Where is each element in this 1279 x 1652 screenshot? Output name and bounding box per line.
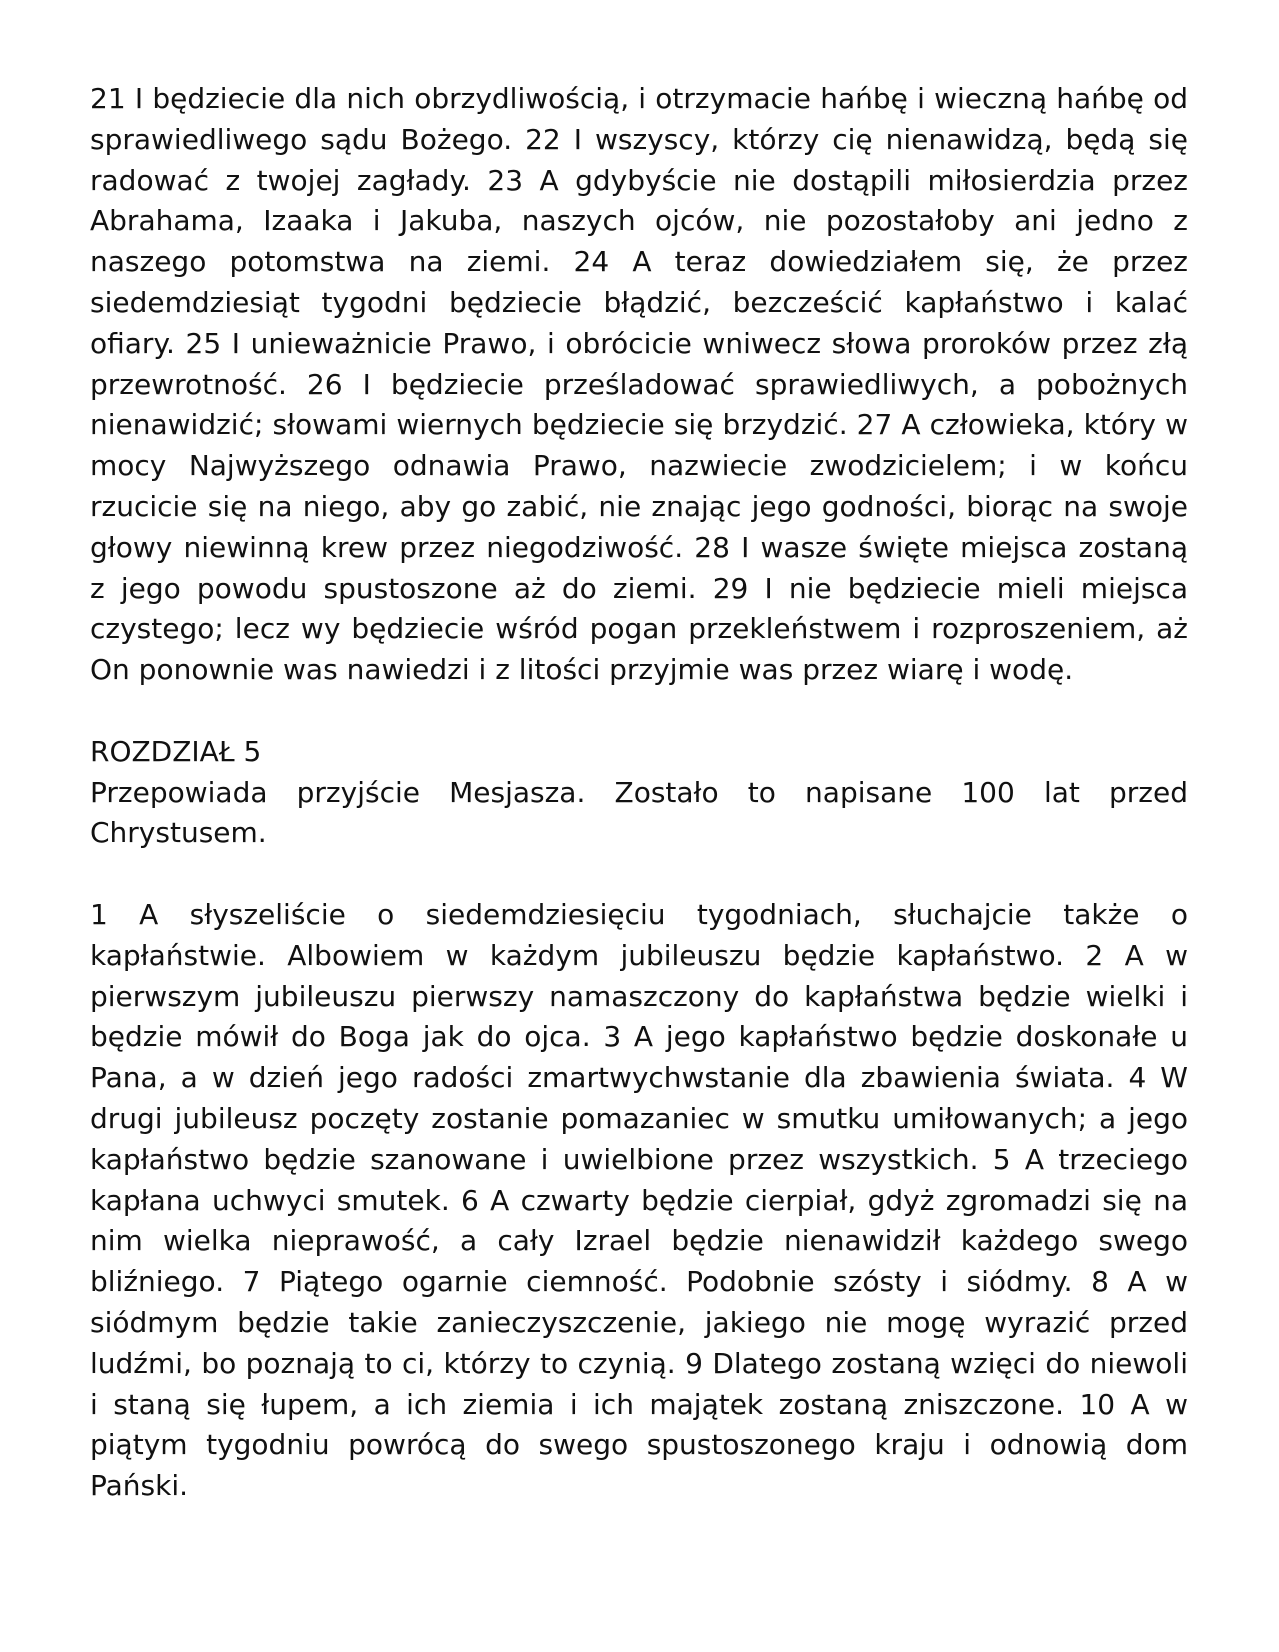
- paragraph-verses-1-10: 1 A słyszeliście o siedemdziesięciu tygodniach, słuchajcie także o kapłaństwie. Albowiem w każdym jubileuszu będzie kapłaństwo. 2 A w pierwszym jubileuszu pierwszy namaszczony do kapłaństwa będzie wielki i będzie mówił do Boga jak do ojca. 3 A jego kapłaństwo będzie doskonałe u Pana, a w dzień jego radości zmartwychwstanie dla zbawienia świata. 4 W drugi jubileusz poczęty zostanie pomazaniec w smutku umiłowanych; a jego kapłaństwo będzie szanowane i uwielbione przez wszystkich. 5 A trzeciego kapłana uchwyci smutek. 6 A czwarty będzie cierpiał, gdyż zgromadzi się na nim wielka nieprawość, a cały Izrael będzie nienawidził każdego swego bliźniego. 7 Piątego ogarnie ciemność. Podobnie szósty i siódmy. 8 A w siódmym będzie takie zanieczyszczenie, jakiego nie mogę wyrazić przed ludźmi, bo poznają to ci, którzy to czynią. 9 Dlatego zostaną wzięci do niewoli i staną się łupem, a ich ziemia i ich majątek zostaną zniszczone. 10 A w piątym tygodniu powrócą do swego spustoszonego kraju i odnowią dom Pański.: [90, 897, 1188, 1503]
- paragraph-verses-21-29: 21 I będziecie dla nich obrzydliwością, i otrzymacie hańbę i wieczną hańbę od sprawiedliwego sądu Bożego. 22 I wszyscy, którzy cię nienawidzą, będą się radować z twojej zagłady. 23 A gdybyście nie dostąpili miłosierdzia przez Abrahama, Izaaka i Jakuba, naszych ojców, nie pozostałoby ani jedno z naszego potomstwa na ziemi. 24 A teraz dowiedziałem się, że przez siedemdziesiąt tygodni będziecie błądzić, bezcześcić kapłaństwo i kalać ofiary. 25 I unieważnicie Prawo, i obrócicie wniwecz słowa proroków przez złą przewrotność. 26 I będziecie prześladować sprawiedliwych, a pobożnych nienawidzić; słowami wiernych będziecie się brzydzić. 27 A człowieka, który w mocy Najwyższego odnawia Prawo, nazwiecie zwodzicielem; i w końcu rzucicie się na niego, aby go zabić, nie znając jego godności, biorąc na swoje głowy niewinną krew przez niegodziwość. 28 I wasze święte miejsca zostaną z jego powodu spustoszone aż do ziemi. 29 I nie będziecie mieli miejsca czystego; lecz wy będziecie wśród pogan przekleństwem i rozproszeniem, aż On ponownie was nawiedzi i z litości przyjmie was przez wiarę i wodę.: [90, 82, 1188, 687]
- paragraph-spacer: [90, 691, 1188, 732]
- chapter-heading: ROZDZIAŁ 5: [90, 734, 262, 768]
- paragraph-spacer: [90, 854, 1188, 895]
- chapter-summary: Przepowiada przyjście Mesjasza. Zostało to napisane 100 lat przed Chrystusem.: [90, 775, 1188, 850]
- document-page: [90, 79, 1188, 1507]
